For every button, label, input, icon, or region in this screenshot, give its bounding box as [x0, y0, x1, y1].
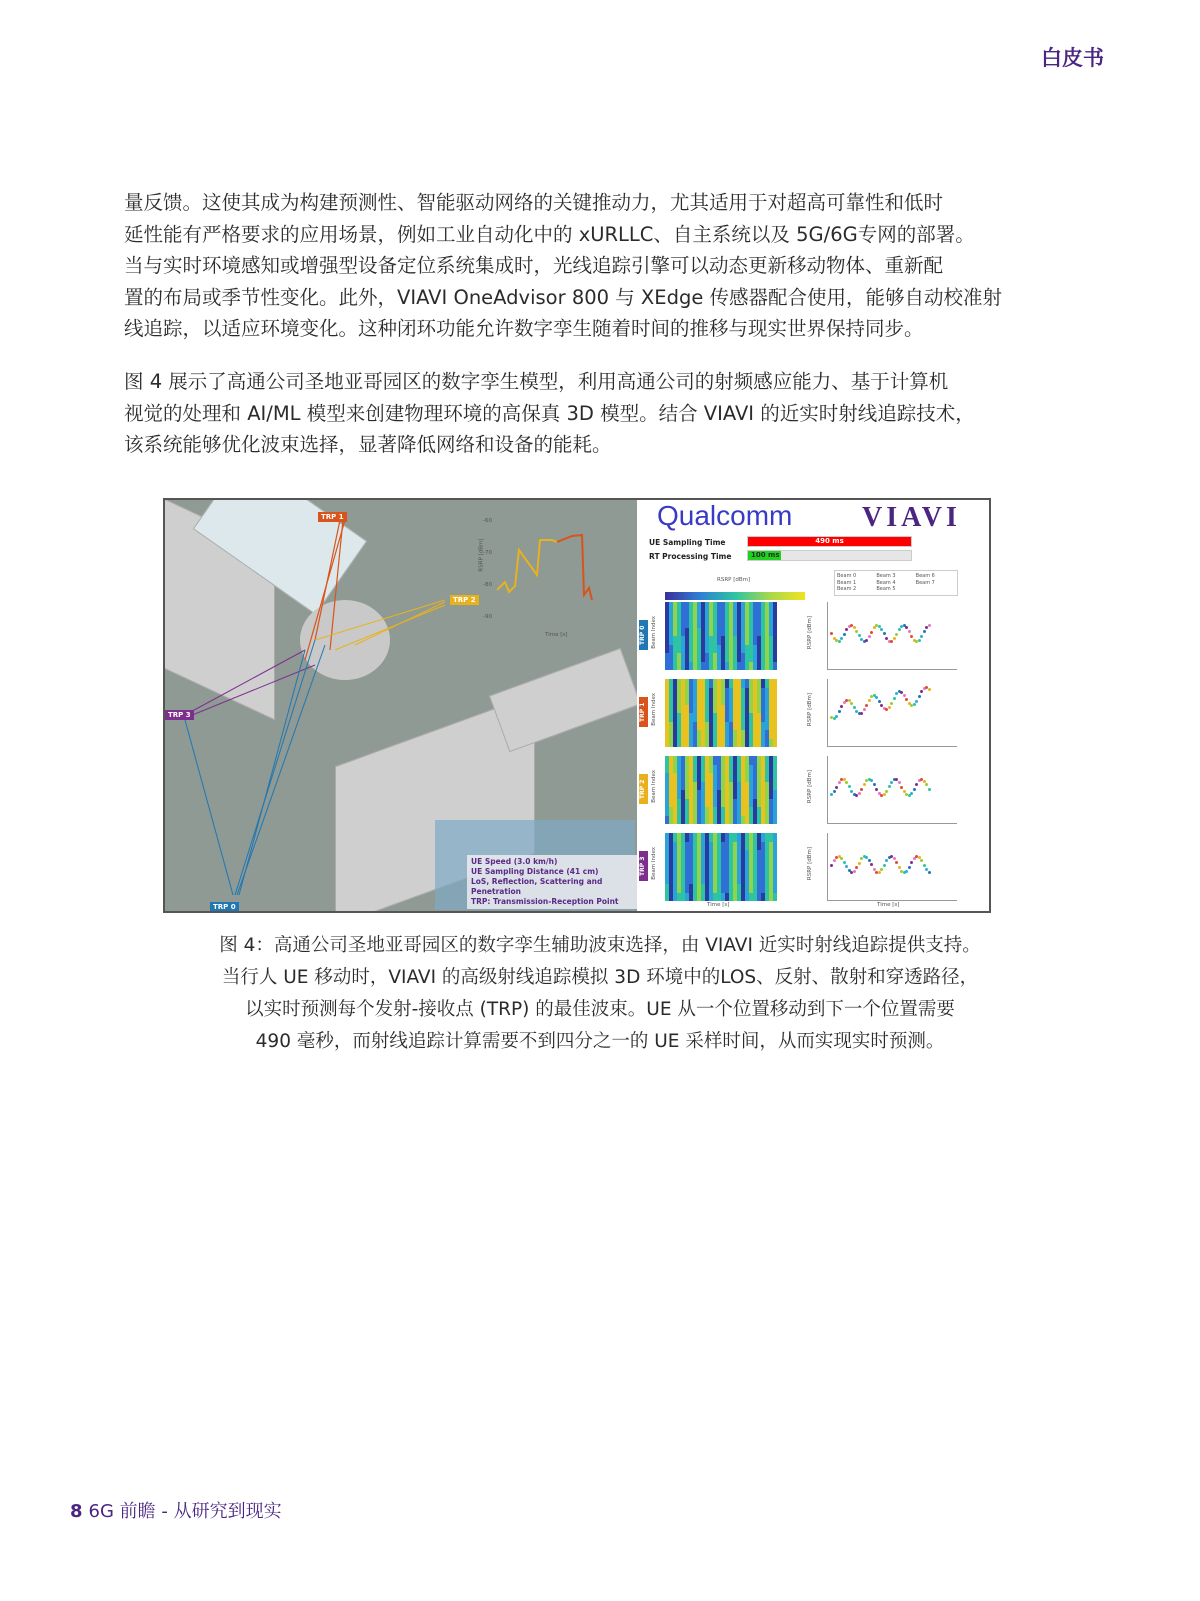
scatter-point	[875, 788, 878, 791]
scatter-point	[913, 703, 916, 706]
scatter-point	[878, 871, 881, 874]
scatter-point	[908, 866, 911, 869]
heatmap-cell	[773, 679, 777, 688]
scatter-point	[888, 706, 891, 709]
trp-panel-label: TRP 0	[639, 620, 648, 650]
heatmap-cell	[773, 859, 777, 868]
scatter-point	[838, 781, 841, 784]
scatter-point	[848, 785, 851, 788]
caption-line: 当行人 UE 移动时，VIAVI 的高级射线追踪模拟 3D 环境中的LOS、反射、散射和穿透路径，	[221, 967, 979, 988]
scatter-point	[905, 870, 908, 873]
scatter-point	[898, 781, 901, 784]
qualcomm-logo: Qualcomm	[657, 500, 793, 531]
heatmap-cell	[773, 688, 777, 697]
rsrp-mini-chart	[465, 512, 635, 642]
caption-line: 图 4：高通公司圣地亚哥园区的数字孪生辅助波束选择，由 VIAVI 近实时射线追踪提供支持。	[219, 935, 981, 956]
scatter-point	[893, 697, 896, 700]
scatter-point	[850, 702, 853, 705]
heatmap-cell	[773, 730, 777, 739]
scatter-point	[845, 628, 848, 631]
heatmap-cell	[773, 782, 777, 791]
scatter-point	[840, 857, 843, 860]
info-line: UE Speed (3.0 km/h)	[471, 857, 558, 866]
caption-line: 以实时预测每个发射-接收点 (TRP) 的最佳波束。UE 从一个位置移动到下一个位置需要	[245, 999, 955, 1020]
scatter-point	[920, 635, 923, 638]
scatter-point	[928, 688, 931, 691]
heatmap-cell	[773, 850, 777, 859]
scatter-point	[898, 628, 901, 631]
doc-type-label: 白皮书	[1041, 46, 1104, 70]
heatmap-cell	[773, 842, 777, 851]
scatter-point	[855, 630, 858, 633]
heatmap-cell	[773, 884, 777, 893]
text-line: 延性能有严格要求的应用场景，例如工业自动化中的 xURLLC、自主系统以及 5G/6G专网的部署。	[124, 222, 975, 246]
rt-processing-fill: 100 ms	[748, 551, 781, 560]
scatter-point	[920, 859, 923, 862]
scatter-point	[845, 865, 848, 868]
text-line: 图 4 展示了高通公司圣地亚哥园区的数字孪生模型，利用高通公司的射频感应能力、基于计算机	[124, 370, 949, 393]
scatter-point	[833, 790, 836, 793]
paragraph-2	[124, 366, 1084, 461]
legend-item: Beam 4	[876, 579, 896, 586]
scatter-point	[895, 633, 898, 636]
x-axis-label: Time [s]	[707, 902, 730, 908]
info-line: TRP: Transmission-Reception Point	[471, 897, 619, 906]
ue-sampling-bar: 490 ms	[747, 536, 912, 547]
heatmap-cell	[773, 833, 777, 842]
scatter-point	[835, 715, 838, 718]
scatter-point	[838, 640, 841, 643]
scatter-y-axis-label: RSRP [dBm]	[807, 770, 813, 804]
scatter-point	[918, 639, 921, 642]
heatmap-cell	[773, 713, 777, 722]
heatmap-cell	[773, 756, 777, 765]
scatter-point	[873, 783, 876, 786]
page-footer	[70, 1497, 282, 1523]
heatmap-y-axis-label: Beam Index	[651, 616, 657, 649]
scatter-point	[843, 861, 846, 864]
scatter-point	[880, 868, 883, 871]
legend-item: Beam 7	[915, 579, 935, 586]
trp-panel-label: TRP 3	[639, 851, 648, 881]
text-line: 置的布局或季节性变化。此外，VIAVI OneAdvisor 800 与 XEdge 传感器配合使用，能够自动校准射	[124, 285, 1003, 309]
legend-item: Beam 2	[837, 586, 857, 593]
scatter-point	[868, 635, 871, 638]
heatmap-cell	[773, 611, 777, 620]
scatter-point	[833, 859, 836, 862]
trp-1-label: TRP 1	[318, 512, 347, 522]
beam-heatmap	[665, 602, 777, 670]
heatmap-cell	[773, 653, 777, 662]
scatter-point	[883, 793, 886, 796]
beam-dashboard	[637, 500, 991, 911]
scatter-point	[860, 788, 863, 791]
scatter-point	[910, 861, 913, 864]
paragraph-1	[124, 187, 1084, 345]
digital-twin-3d-view	[165, 500, 637, 911]
scatter-point	[893, 637, 896, 640]
scatter-point	[883, 632, 886, 635]
legend-item: Beam 5	[876, 586, 896, 593]
heatmap-cell	[773, 739, 777, 748]
scatter-point	[830, 793, 833, 796]
scatter-y-axis-label: RSRP [dBm]	[807, 847, 813, 881]
scatter-point	[920, 690, 923, 693]
x-axis-label: Time [s]	[877, 902, 900, 908]
heatmap-cell	[773, 722, 777, 731]
rt-processing-label: RT Processing Time	[649, 552, 732, 561]
scatter-point	[830, 864, 833, 867]
rsrp-scatter	[827, 756, 957, 824]
simulation-info-box	[467, 855, 637, 909]
heatmap-cell	[773, 773, 777, 782]
trp-2-label: TRP 2	[450, 595, 479, 605]
y-axis-label: RSRP [dBm]	[478, 538, 485, 572]
scatter-point	[840, 705, 843, 708]
heatmap-cell	[773, 867, 777, 876]
scatter-point	[875, 696, 878, 699]
y-tick: -90	[483, 614, 492, 620]
heatmap-cell	[773, 636, 777, 645]
rsrp-trace	[497, 520, 627, 620]
heatmap-cell	[773, 799, 777, 808]
page-number: 8	[70, 1501, 83, 1522]
text-line: 该系统能够优化波束选择，显著降低网络和设备的能耗。	[124, 433, 612, 456]
y-tick: -80	[483, 582, 492, 588]
scatter-point	[858, 862, 861, 865]
heatmap-cell	[773, 893, 777, 902]
scatter-point	[860, 712, 863, 715]
heatmap-y-axis-label: Beam Index	[651, 693, 657, 726]
beam-heatmap	[665, 833, 777, 901]
viavi-logo: VIAVI	[862, 502, 961, 533]
scatter-point	[925, 783, 928, 786]
figure-4	[163, 498, 991, 913]
rsrp-scatter	[827, 602, 957, 670]
rt-processing-bar	[747, 550, 912, 561]
rsrp-scatter	[827, 833, 957, 901]
scatter-point	[918, 695, 921, 698]
colorbar	[665, 592, 805, 600]
scatter-point	[838, 710, 841, 713]
scatter-point	[915, 783, 918, 786]
scatter-point	[928, 788, 931, 791]
y-tick: -60	[483, 518, 492, 524]
scatter-point	[895, 861, 898, 864]
scatter-point	[858, 634, 861, 637]
scatter-point	[830, 632, 833, 635]
caption-line: 490 毫秒，而射线追踪计算需要不到四分之一的 UE 采样时间，从而实现实时预测。	[255, 1031, 945, 1052]
legend-item: Beam 3	[876, 573, 896, 579]
scatter-y-axis-label: RSRP [dBm]	[807, 616, 813, 650]
heatmap-y-axis-label: Beam Index	[651, 847, 657, 880]
heatmap-cell	[773, 876, 777, 885]
scatter-point	[928, 871, 931, 874]
scatter-point	[878, 700, 881, 703]
x-axis-label: Time [s]	[545, 632, 568, 638]
beam-heatmap	[665, 756, 777, 824]
info-line: LoS, Reflection, Scattering and Penetration	[471, 877, 603, 896]
y-tick: -70	[483, 550, 492, 556]
legend-item: Beam 6	[915, 573, 935, 579]
heatmap-cell	[773, 705, 777, 714]
scatter-point	[923, 780, 926, 783]
text-line: 线追踪，以适应环境变化。这种闭环功能允许数字孪生随着时间的推移与现实世界保持同步。	[124, 317, 924, 340]
ue-sampling-label: UE Sampling Time	[649, 538, 726, 547]
scatter-point	[915, 700, 918, 703]
scatter-point	[870, 863, 873, 866]
scatter-point	[840, 637, 843, 640]
scatter-point	[905, 626, 908, 629]
scatter-point	[885, 790, 888, 793]
scatter-point	[858, 792, 861, 795]
heatmap-cell	[773, 807, 777, 816]
scatter-point	[885, 637, 888, 640]
document-title: 6G 前瞻 - 从研究到现实	[88, 1501, 282, 1522]
scatter-point	[870, 631, 873, 634]
heatmap-cell	[773, 619, 777, 628]
text-line: 视觉的处理和 AI/ML 模型来创建物理环境的高保真 3D 模型。结合 VIAVI 的近实时射线追踪技术，	[124, 401, 975, 425]
scatter-point	[880, 628, 883, 631]
scatter-point	[835, 786, 838, 789]
scatter-point	[890, 702, 893, 705]
trp-3-label: TRP 3	[165, 710, 194, 720]
heatmap-cell	[773, 790, 777, 799]
beam-heatmap	[665, 679, 777, 747]
scatter-point	[910, 792, 913, 795]
scatter-point	[868, 859, 871, 862]
heatmap-y-axis-label: Beam Index	[651, 770, 657, 803]
scatter-point	[853, 870, 856, 873]
scatter-point	[845, 781, 848, 784]
colorbar-label: RSRP [dBm]	[717, 577, 751, 583]
scatter-point	[853, 626, 856, 629]
legend-item: Beam 0	[837, 573, 857, 579]
text-line: 量反馈。这使其成为构建预测性、智能驱动网络的关键推动力，尤其适用于对超高可靠性和低时	[124, 191, 944, 214]
scatter-point	[893, 857, 896, 860]
scatter-point	[885, 859, 888, 862]
scatter-point	[853, 706, 856, 709]
scatter-point	[905, 698, 908, 701]
scatter-point	[888, 785, 891, 788]
trp-panel-label: TRP 1	[639, 697, 648, 727]
figure-caption	[0, 930, 1200, 1058]
text-line: 当与实时环境感知或增强型设备定位系统集成时，光线追踪引擎可以动态更新移动物体、重新配	[124, 254, 944, 277]
scatter-point	[865, 856, 868, 859]
heatmap-cell	[773, 628, 777, 637]
scatter-point	[883, 864, 886, 867]
scatter-point	[860, 857, 863, 860]
scatter-point	[900, 786, 903, 789]
heatmap-cell	[773, 765, 777, 774]
scatter-point	[903, 694, 906, 697]
heatmap-cell	[773, 816, 777, 825]
scatter-point	[855, 866, 858, 869]
scatter-point	[898, 866, 901, 869]
scatter-point	[863, 708, 866, 711]
scatter-point	[865, 704, 868, 707]
rsrp-scatter	[827, 679, 957, 747]
scatter-y-axis-label: RSRP [dBm]	[807, 693, 813, 727]
legend-item: Beam 1	[837, 579, 857, 586]
scatter-point	[913, 788, 916, 791]
info-line: UE Sampling Distance (41 cm)	[471, 867, 599, 876]
beam-legend	[834, 570, 958, 596]
scatter-point	[923, 864, 926, 867]
heatmap-cell	[773, 602, 777, 611]
scatter-point	[895, 692, 898, 695]
scatter-point	[908, 630, 911, 633]
scatter-point	[863, 783, 866, 786]
scatter-point	[928, 624, 931, 627]
scatter-point	[910, 635, 913, 638]
trp-panel-label: TRP 2	[639, 774, 648, 804]
scatter-point	[868, 699, 871, 702]
scatter-point	[890, 640, 893, 643]
heatmap-cell	[773, 696, 777, 705]
trp-0-label: TRP 0	[210, 902, 239, 911]
heatmap-cell	[773, 662, 777, 671]
heatmap-cell	[773, 645, 777, 654]
scatter-point	[923, 630, 926, 633]
scatter-point	[890, 781, 893, 784]
scatter-point	[843, 633, 846, 636]
scatter-point	[865, 639, 868, 642]
scatter-point	[870, 779, 873, 782]
